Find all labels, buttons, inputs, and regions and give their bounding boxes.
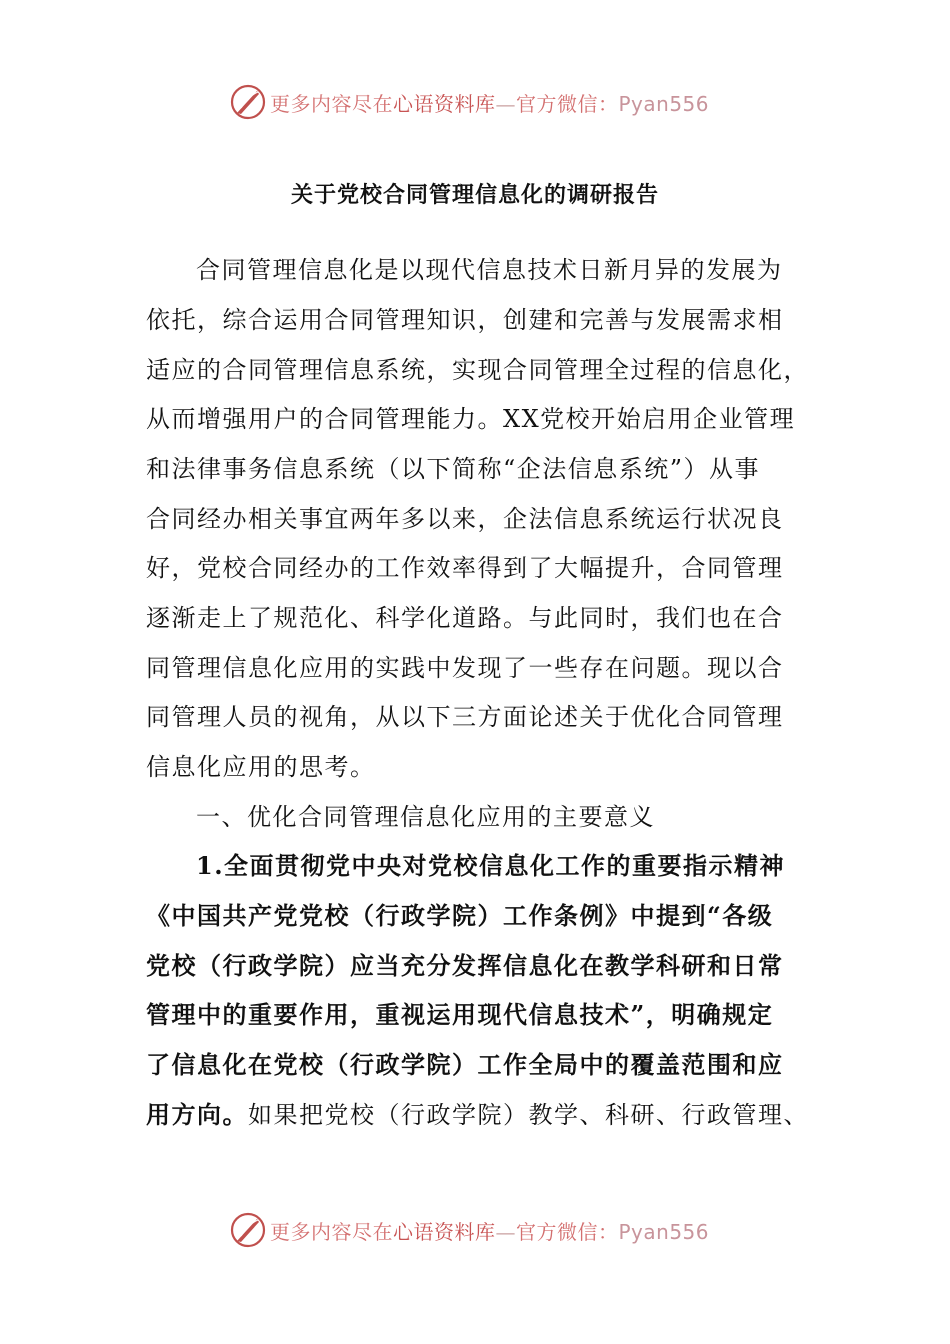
paragraph-line: 合同管理信息化是以现代信息技术日新月异的发展为 xyxy=(196,256,783,284)
document-title: 关于党校合同管理信息化的调研报告 xyxy=(290,182,659,208)
paragraph-line: 适应的合同管理信息系统，实现合同管理全过程的信息化， xyxy=(146,356,809,384)
paragraph-line: 从而增强用户的合同管理能力。XX党校开始启用企业管理 xyxy=(146,405,796,433)
watermark-text: 更多内容尽在心语资料库—官方微信：Pyan556 xyxy=(270,91,710,116)
bold-paragraph-line: 党校（行政学院）应当充分发挥信息化在教学科研和日常 xyxy=(146,951,784,980)
paragraph-line: 逐渐走上了规范化、科学化道路。与此同时，我们也在合 xyxy=(146,604,784,632)
section-heading: 一、优化合同管理信息化应用的主要意义 xyxy=(196,803,655,831)
paragraph-line: 同管理人员的视角，从以下三方面论述关于优化合同管理 xyxy=(146,703,784,731)
bold-paragraph-line: 管理中的重要作用，重视运用现代信息技术”，明确规定 xyxy=(146,1000,774,1029)
quill-logo-icon xyxy=(228,82,268,122)
subsection-heading: 1.全面贯彻党中央对党校信息化工作的重要指示精神 xyxy=(196,851,786,880)
watermark-banner-bottom xyxy=(228,1208,748,1252)
paragraph-line: 合同经办相关事宜两年多以来，企法信息系统运行状况良 xyxy=(146,505,784,533)
bold-paragraph-line: 了信息化在党校（行政学院）工作全局中的覆盖范围和应 xyxy=(146,1050,784,1079)
paragraph-line: 和法律事务信息系统（以下简称“企法信息系统”）从事 xyxy=(146,455,761,483)
paragraph-line xyxy=(146,1099,809,1131)
watermark-text: 更多内容尽在心语资料库—官方微信：Pyan556 xyxy=(270,1219,710,1244)
bold-text-run: 用方向。 xyxy=(146,1100,248,1129)
paragraph-line: 依托，综合运用合同管理知识，创建和完善与发展需求相 xyxy=(146,306,784,334)
bold-paragraph-line: 《中国共产党党校（行政学院）工作条例》中提到“各级 xyxy=(146,901,774,930)
normal-text-run: 如果把党校（行政学院）教学、科研、行政管理、 xyxy=(248,1101,809,1129)
paragraph-line: 好，党校合同经办的工作效率得到了大幅提升，合同管理 xyxy=(146,554,784,582)
paragraph-line: 同管理信息化应用的实践中发现了一些存在问题。现以合 xyxy=(146,654,784,682)
paragraph-line: 信息化应用的思考。 xyxy=(146,753,376,781)
quill-logo-icon xyxy=(228,1210,268,1250)
watermark-banner-top xyxy=(228,80,748,124)
